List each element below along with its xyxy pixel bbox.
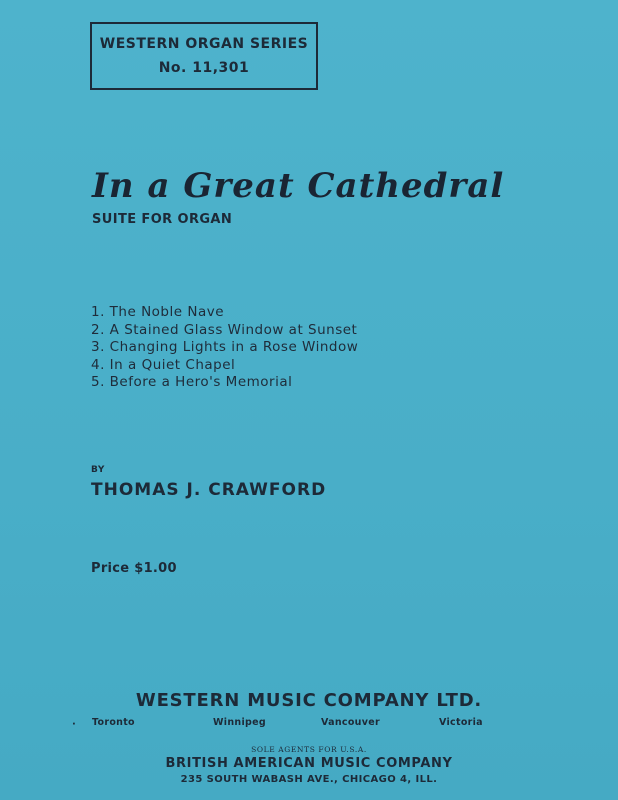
series-box	[90, 22, 318, 90]
dot-mark: ·	[72, 719, 76, 730]
series-name: WESTERN ORGAN SERIES	[99, 36, 309, 52]
by-label: BY	[91, 465, 105, 475]
list-item: 4. In a Quiet Chapel	[91, 356, 236, 373]
city-vancouver: Vancouver	[321, 717, 380, 728]
composer-name: THOMAS J. CRAWFORD	[91, 480, 327, 500]
series-number: No. 11,301	[158, 60, 250, 76]
subtitle: SUITE FOR ORGAN	[92, 212, 233, 227]
city-victoria: Victoria	[439, 717, 483, 728]
city-toronto: Toronto	[92, 717, 135, 728]
list-item: 5. Before a Hero's Memorial	[91, 374, 293, 390]
list-item: 3. Changing Lights in a Rose Window	[91, 339, 359, 355]
city-winnipeg: Winnipeg	[213, 717, 266, 728]
price-label: Price $1.00	[91, 561, 177, 576]
movement-list	[91, 304, 358, 392]
sole-agents-label: SOLE AGENTS FOR U.S.A.	[251, 745, 367, 754]
publisher-name: WESTERN MUSIC COMPANY LTD.	[135, 690, 483, 711]
agent-address: 235 SOUTH WABASH AVE., CHICAGO 4, ILL.	[180, 774, 438, 785]
agent-name: BRITISH AMERICAN MUSIC COMPANY	[165, 756, 453, 771]
list-item: 2. A Stained Glass Window at Sunset	[91, 321, 358, 338]
list-item: 1. The Noble Nave	[91, 304, 225, 320]
page-title: In a Great Cathedral	[92, 166, 505, 206]
